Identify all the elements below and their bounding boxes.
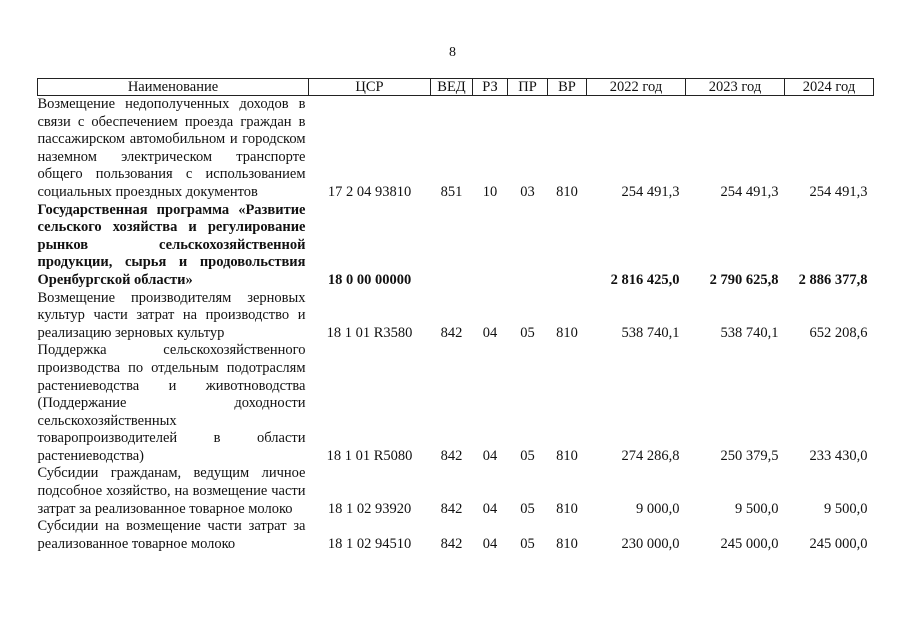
row-2022: 274 286,8: [621, 447, 680, 464]
row-2022: 9 000,0: [636, 500, 680, 517]
row-2024: 245 000,0: [809, 535, 868, 552]
row-rz: 04: [482, 500, 498, 517]
header-ved: ВЕД: [431, 79, 473, 96]
row-pr: 05: [520, 324, 535, 341]
row-csr: 18 1 01 R3580: [326, 324, 413, 341]
row-2022: 2 816 425,0: [610, 271, 680, 288]
table-row: [38, 518, 874, 553]
row-2024: 652 208,6: [809, 324, 868, 341]
row-pr: 03: [520, 183, 535, 200]
header-2022: 2022 год: [587, 79, 686, 96]
row-rz: 04: [482, 447, 498, 464]
row-ved: [431, 202, 473, 290]
row-name: Субсидии на возмещение части затрат за реализованное товарное молоко: [37, 518, 306, 552]
row-ved: 842: [440, 500, 463, 517]
row-ved: 851: [440, 183, 463, 200]
row-name: Возмещение производителям зерновых культур части затрат на производство и реализацию зерновых культур: [37, 289, 306, 341]
row-2024: 2 886 377,8: [798, 271, 868, 288]
row-csr: 18 1 02 93920: [327, 500, 412, 517]
row-rz: [473, 202, 508, 290]
row-name: Государственная программа «Развитие сельского хозяйства и регулирование рынков сельскохозяйственной продукции, сырья и продовольствия Оренбургской области»: [37, 201, 306, 288]
header-2024: 2024 год: [785, 79, 874, 96]
header-name: Наименование: [38, 79, 309, 96]
row-vr: 810: [556, 183, 578, 200]
row-2023: 2 790 625,8: [709, 271, 779, 288]
row-vr: 810: [556, 535, 578, 552]
row-2022: 538 740,1: [621, 324, 680, 341]
row-rz: 04: [482, 535, 498, 552]
row-ved: 842: [440, 535, 463, 552]
row-vr: [548, 202, 587, 290]
row-rz: 10: [482, 183, 498, 200]
row-pr: 05: [520, 535, 535, 552]
row-pr: [508, 202, 548, 290]
row-csr: 18 0 00 00000: [327, 271, 412, 288]
row-vr: 810: [556, 500, 578, 517]
row-rz: 04: [482, 324, 498, 341]
row-name: Субсидии гражданам, ведущим личное подсобное хозяйство, на возмещение части затрат за реализованное товарное молоко: [37, 465, 306, 517]
row-vr: 810: [556, 324, 578, 341]
row-name: Возмещение недополученных доходов в связи с обеспечением проезда граждан в пассажирском автомобильном и городском наземном электрическом транспорте общего пользования с использованием социальных проездных документов: [37, 96, 306, 200]
row-2023: 250 379,5: [720, 447, 779, 464]
header-csr: ЦСР: [309, 79, 431, 96]
row-vr: 810: [556, 447, 578, 464]
header-row: [38, 79, 874, 96]
row-name: Поддержка сельскохозяйственного производства по отдельным подотраслям растениеводства и животноводства (Поддержание доходности сельскохозяйственных товаропроизводителей в области растениеводства): [37, 342, 306, 464]
row-2024: 9 500,0: [824, 500, 868, 517]
row-2024: 254 491,3: [809, 183, 868, 200]
page-number: 8: [449, 45, 456, 60]
row-2023: 254 491,3: [720, 183, 779, 200]
row-ved: 842: [440, 447, 463, 464]
table-row: [38, 342, 874, 465]
header-pr: ПР: [508, 79, 548, 96]
header-vr: ВР: [548, 79, 587, 96]
row-csr: 18 1 01 R5080: [326, 447, 413, 464]
row-csr: 17 2 04 93810: [327, 183, 412, 200]
header-2023: 2023 год: [686, 79, 785, 96]
row-2023: 9 500,0: [735, 500, 779, 517]
row-ved: 842: [440, 324, 463, 341]
row-2022: 230 000,0: [621, 535, 680, 552]
row-2022: 254 491,3: [621, 183, 680, 200]
row-2023: 538 740,1: [720, 324, 779, 341]
row-2024: 233 430,0: [809, 447, 868, 464]
table-row: [38, 96, 874, 202]
header-rz: РЗ: [473, 79, 508, 96]
table-row: [38, 290, 874, 343]
row-pr: 05: [520, 500, 535, 517]
row-pr: 05: [520, 447, 535, 464]
budget-table: [37, 78, 874, 553]
table-row: [38, 465, 874, 518]
row-csr: 18 1 02 94510: [327, 535, 412, 552]
table-row: [38, 202, 874, 290]
row-2023: 245 000,0: [720, 535, 779, 552]
